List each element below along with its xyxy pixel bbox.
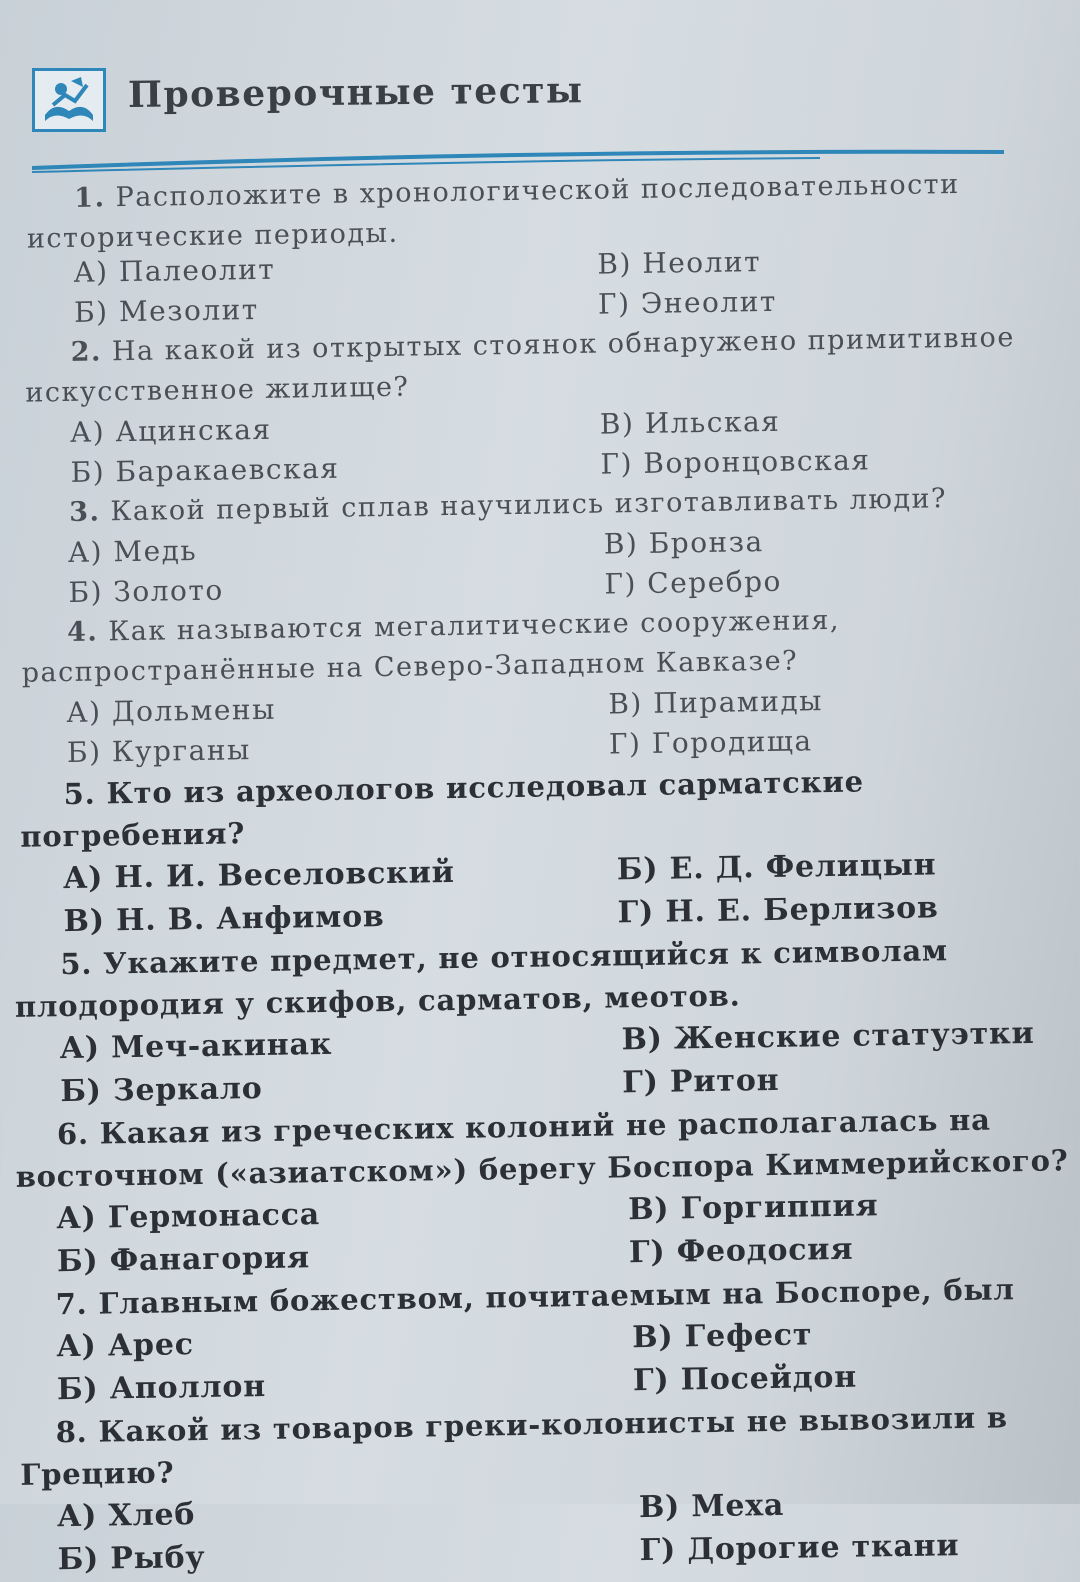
option-v: В) Ильская [599, 404, 781, 441]
question-text: 2. На какой из открытых стоянок обнаружено примитивное искусственное жилище? [25, 322, 1016, 409]
option-a: А) Медь [67, 533, 198, 569]
option-b: Б) Зеркало [60, 1070, 263, 1110]
questions-list [0, 163, 1080, 1582]
question-text: 1. Расположите в хронологической последовательности исторические периоды. [26, 168, 960, 255]
option-g: Г) Серебро [604, 564, 783, 601]
option-g: Г) Феодосия [628, 1231, 854, 1271]
question-text: 8. Какой из товаров греки-колонисты не вывозили в Грецию? [20, 1400, 1009, 1492]
option-b: Б) Е. Д. Фелицын [616, 847, 937, 888]
option-a: А) Н. И. Веселовский [62, 854, 455, 897]
question-5 [9, 757, 1080, 944]
option-v: В) Пирамиды [608, 684, 824, 721]
question-5b [12, 927, 1080, 1114]
question-text: 5. Кто из археологов исследовал сарматские погребения? [20, 764, 865, 854]
question-1 [0, 163, 1080, 334]
option-a: А) Дольмены [66, 692, 277, 730]
option-g: Г) Воронцовская [600, 443, 871, 481]
question-text: 6. Какая из греческих колоний не располагалась на восточном («азиатском») берегу Боспора Киммерийского? [15, 1102, 1069, 1194]
option-v: В) Женские статуэтки [621, 1015, 1035, 1058]
option-a: А) Арес [56, 1327, 195, 1365]
option-a: А) Хлеб [56, 1497, 196, 1535]
question-3 [5, 477, 1080, 614]
question-text: 5. Укажите предмет, не относящийся к символам плодородия у скифов, сарматов, меотов. [14, 933, 949, 1024]
option-b: Б) Золото [68, 573, 224, 609]
option-v: В) Неолит [597, 245, 762, 281]
option-b: Б) Баракаевская [70, 451, 340, 489]
question-4 [7, 597, 1080, 774]
question-text: 7. Главным божеством, почитаемым на Боспоре, был [55, 1272, 1015, 1322]
question-6 [15, 1097, 1080, 1284]
option-g: Г) Посейдон [632, 1359, 858, 1399]
option-b: Б) Фанагория [56, 1240, 311, 1280]
question-text: 3. Какой первый сплав научились изготавливать люди? [68, 483, 948, 528]
option-b: Б) Рыбу [57, 1539, 206, 1578]
option-a: А) Палеолит [73, 252, 276, 289]
option-g: Г) Н. Е. Берлизов [617, 890, 939, 931]
option-g: Г) Дорогие ткани [639, 1528, 960, 1569]
option-v: В) Гефест [631, 1317, 813, 1356]
book-reading-icon [32, 68, 106, 132]
option-g: Г) Ритон [621, 1062, 780, 1101]
option-v: В) Горгиппия [627, 1188, 879, 1228]
option-g: Г) Энеолит [597, 284, 778, 321]
option-a: А) Ацинская [69, 412, 272, 449]
option-g: Г) Городища [608, 724, 813, 761]
question-2 [2, 317, 1080, 494]
option-a: А) Меч-акинак [59, 1026, 333, 1067]
option-b: Б) Мезолит [73, 292, 260, 329]
question-text: 4. Как называются мегалитические сооружения, распространённые на Северо-Западном Кавказе? [21, 604, 841, 689]
option-b: Б) Аполлон [56, 1368, 267, 1408]
option-a: А) Гермонасса [56, 1197, 321, 1237]
option-v: В) Бронза [603, 525, 764, 561]
option-b: Б) Курганы [66, 733, 252, 770]
option-v: В) Меха [638, 1487, 785, 1526]
option-v: В) Н. В. Анфимов [63, 899, 385, 940]
page-title: Проверочные тесты [127, 69, 584, 116]
question-8 [19, 1395, 1080, 1582]
question-7 [17, 1267, 1080, 1412]
